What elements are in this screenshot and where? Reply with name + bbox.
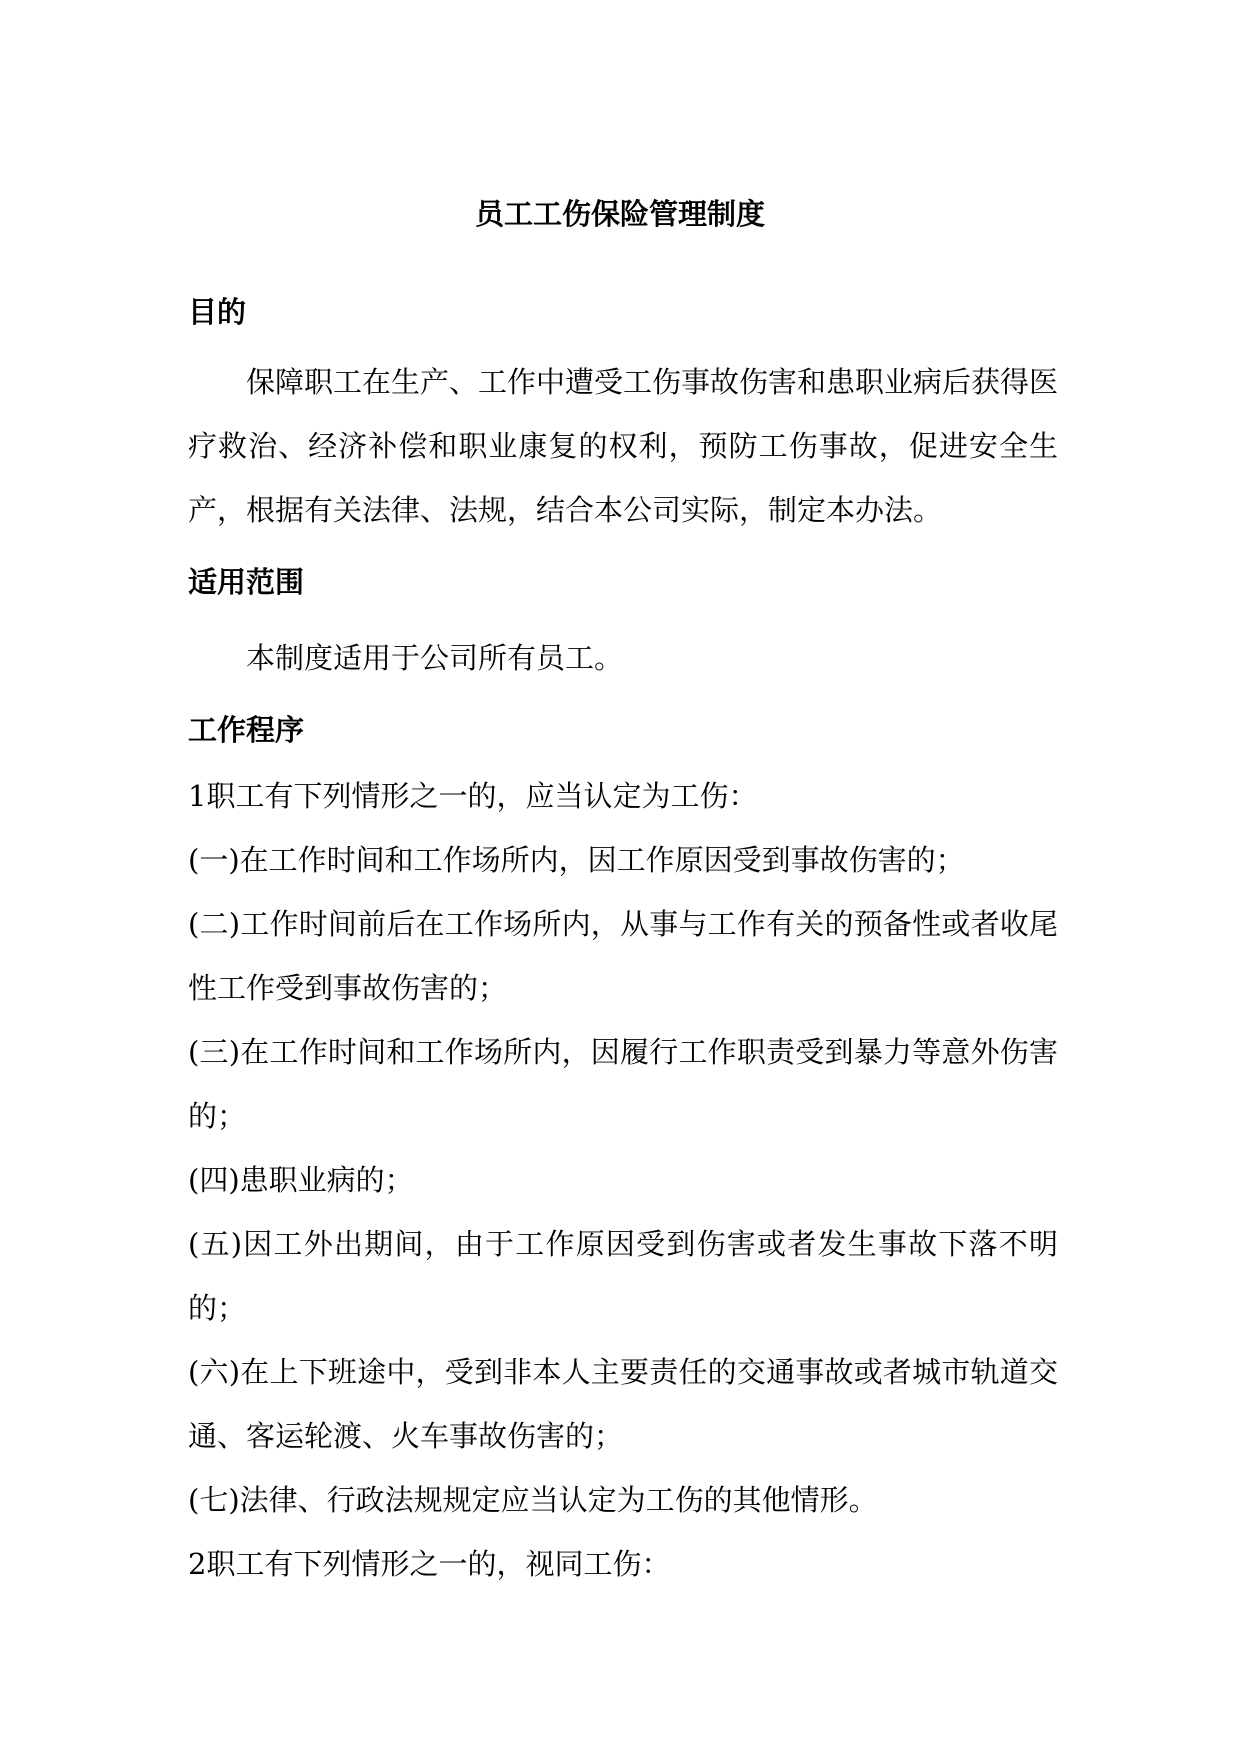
program-item-1-g: (七)法律、行政法规规定应当认定为工伤的其他情形。: [188, 1483, 878, 1517]
purpose-paragraph: 保障职工在生产、工作中遭受工伤事故伤害和患职业病后获得医疗救治、经济补偿和职业康复的权利，预防工伤事故，促进安全生产，根据有关法律、法规，结合本公司实际，制定本办法。: [188, 365, 1059, 527]
program-item-1: 1职工有下列情形之一的，应当认定为工伤：: [188, 779, 758, 813]
program-item-1-b: (二)工作时间前后在工作场所内，从事与工作有关的预备性或者收尾性工作受到事故伤害的；: [188, 907, 1058, 1005]
section-heading-purpose: 目的: [188, 295, 247, 329]
program-item-1-a: (一)在工作时间和工作场所内，因工作原因受到事故伤害的；: [188, 843, 965, 877]
document-body: [188, 282, 1058, 1596]
program-item-2: 2职工有下列情形之一的，视同工伤：: [188, 1547, 671, 1581]
program-item-1-f: (六)在上下班途中，受到非本人主要责任的交通事故或者城市轨道交通、客运轮渡、火车事故伤害的；: [188, 1355, 1058, 1453]
scope-paragraph: 本制度适用于公司所有员工。: [246, 641, 624, 675]
program-list: [188, 764, 1058, 1596]
program-item-1-e: (五)因工外出期间，由于工作原因受到伤害或者发生事故下落不明的；: [188, 1227, 1058, 1325]
program-item-1-d: (四)患职业病的；: [188, 1163, 414, 1197]
program-item-1-c: (三)在工作时间和工作场所内，因履行工作职责受到暴力等意外伤害的；: [188, 1035, 1058, 1133]
section-heading-program: 工作程序: [188, 713, 305, 747]
section-heading-scope: 适用范围: [188, 565, 305, 599]
document-title: 员工工伤保险管理制度: [474, 197, 765, 231]
